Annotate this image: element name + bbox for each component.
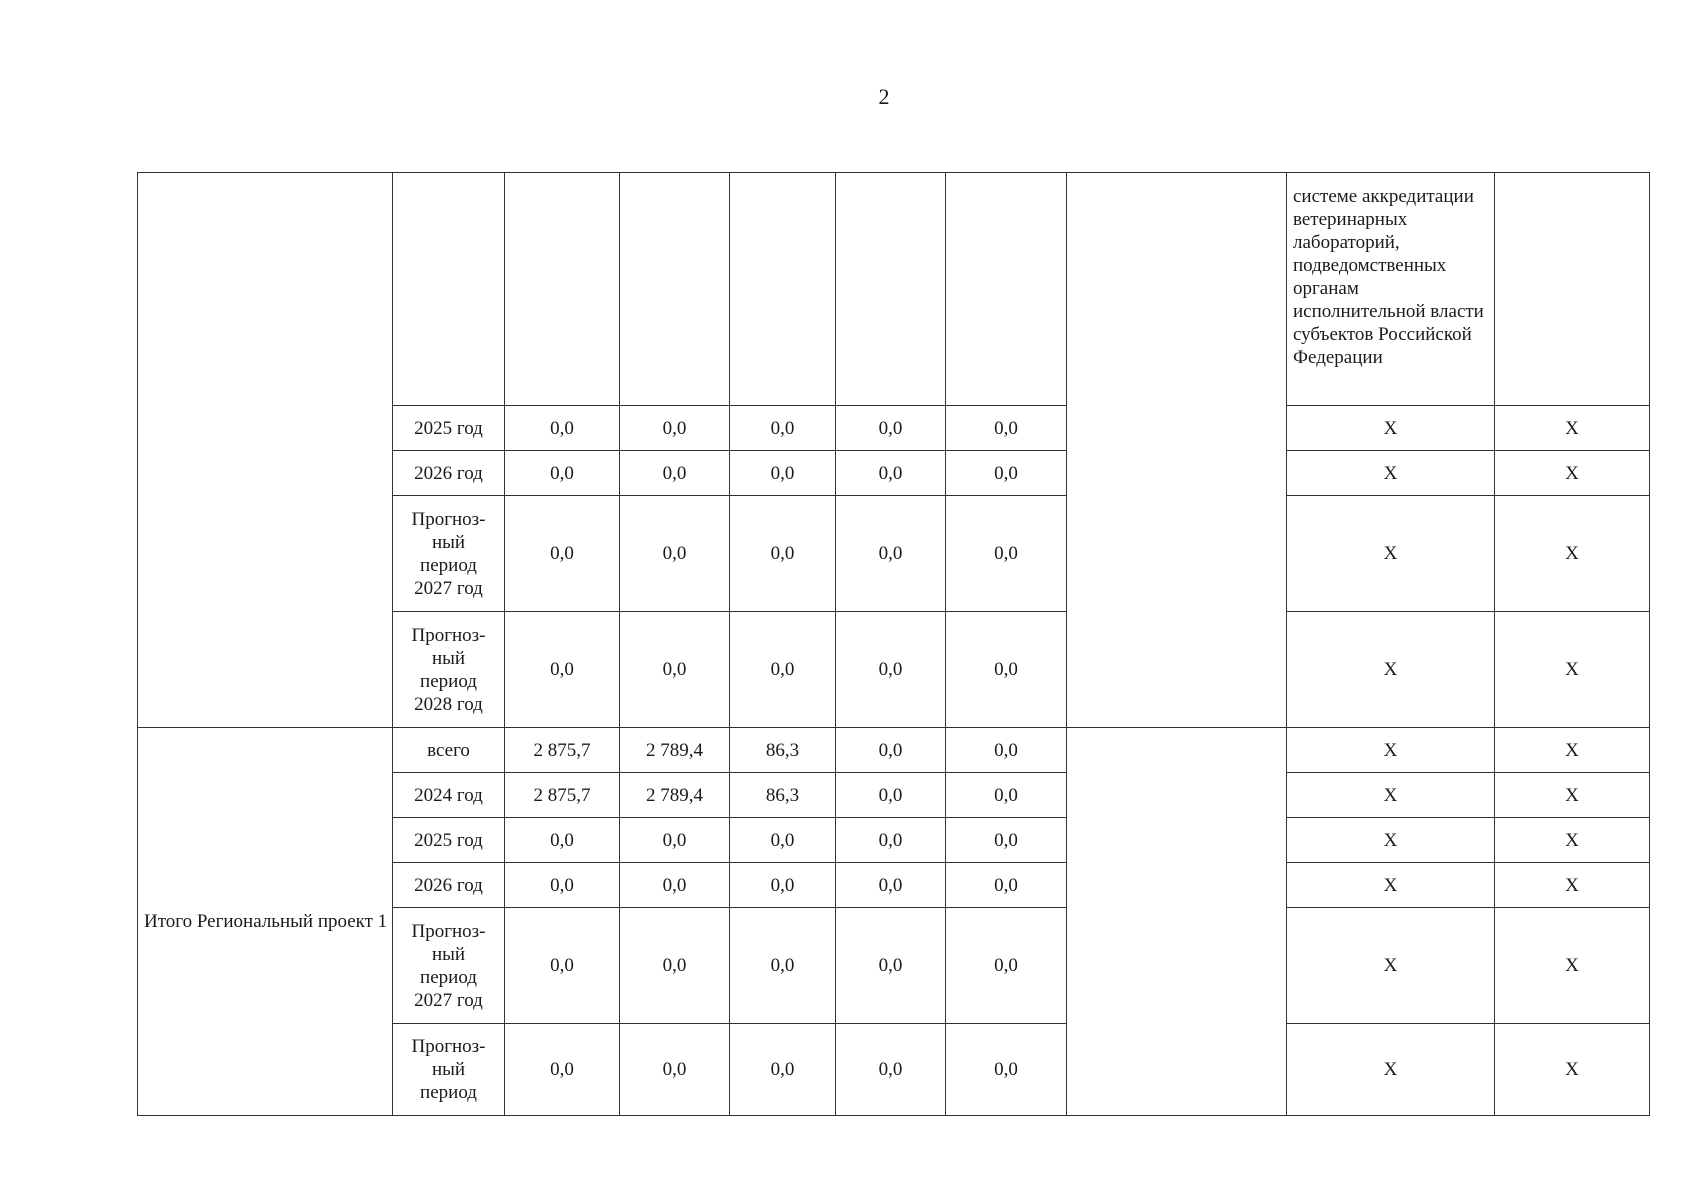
empty-cell: [1067, 173, 1287, 728]
value-cell: 0,0: [946, 496, 1067, 612]
value-cell: 0,0: [836, 863, 946, 908]
empty-cell: [836, 173, 946, 406]
value-cell: 0,0: [730, 818, 836, 863]
value-cell: 0,0: [730, 496, 836, 612]
budget-table-container: [137, 172, 1649, 1116]
x-mark-cell: Х: [1495, 1024, 1650, 1116]
value-cell: 0,0: [946, 818, 1067, 863]
table-row: [138, 728, 1650, 773]
value-cell: 86,3: [730, 728, 836, 773]
value-cell: 0,0: [505, 818, 620, 863]
value-cell: 0,0: [946, 773, 1067, 818]
empty-cell: [1495, 173, 1650, 406]
x-mark-cell: Х: [1495, 406, 1650, 451]
page-number: 2: [878, 84, 890, 109]
empty-cell: [620, 173, 730, 406]
value-cell: 0,0: [946, 863, 1067, 908]
value-cell: 0,0: [946, 451, 1067, 496]
period-cell: 2026 год: [393, 863, 505, 908]
value-cell: 0,0: [620, 1024, 730, 1116]
value-cell: 0,0: [946, 728, 1067, 773]
value-cell: 0,0: [620, 612, 730, 728]
value-cell: 0,0: [730, 863, 836, 908]
value-cell: 0,0: [505, 451, 620, 496]
x-mark-cell: Х: [1495, 728, 1650, 773]
value-cell: 86,3: [730, 773, 836, 818]
value-cell: 0,0: [946, 908, 1067, 1024]
result-description: системе аккредитации ветеринарных лабораторий, подведомственных органам исполнительной власти субъектов Российской Федерации: [1287, 173, 1495, 406]
empty-cell: [393, 173, 505, 406]
value-cell: 0,0: [620, 863, 730, 908]
value-cell: 0,0: [836, 1024, 946, 1116]
value-cell: 2 875,7: [505, 728, 620, 773]
x-mark-cell: Х: [1287, 612, 1495, 728]
value-cell: 0,0: [620, 451, 730, 496]
x-mark-cell: Х: [1287, 406, 1495, 451]
value-cell: 0,0: [730, 406, 836, 451]
value-cell: 0,0: [505, 908, 620, 1024]
table-row: [138, 173, 1650, 406]
period-cell: 2025 год: [393, 818, 505, 863]
total-label: Итого Региональный проект 1: [138, 728, 393, 1116]
x-mark-cell: Х: [1495, 863, 1650, 908]
value-cell: 2 789,4: [620, 728, 730, 773]
value-cell: 0,0: [505, 496, 620, 612]
x-mark-cell: Х: [1495, 451, 1650, 496]
x-mark-cell: Х: [1287, 1024, 1495, 1116]
x-mark-cell: Х: [1287, 908, 1495, 1024]
empty-cell: [946, 173, 1067, 406]
x-mark-cell: Х: [1495, 773, 1650, 818]
value-cell: 0,0: [946, 406, 1067, 451]
table-body: [138, 173, 1650, 1116]
value-cell: 0,0: [730, 908, 836, 1024]
x-mark-cell: Х: [1495, 818, 1650, 863]
value-cell: 0,0: [836, 496, 946, 612]
value-cell: 0,0: [620, 818, 730, 863]
value-cell: 0,0: [620, 908, 730, 1024]
value-cell: 0,0: [620, 496, 730, 612]
value-cell: 0,0: [836, 451, 946, 496]
x-mark-cell: Х: [1287, 496, 1495, 612]
value-cell: 0,0: [620, 406, 730, 451]
value-cell: 0,0: [505, 612, 620, 728]
empty-cell: [730, 173, 836, 406]
period-cell: Прогноз- ный период 2027 год: [393, 496, 505, 612]
x-mark-cell: Х: [1287, 773, 1495, 818]
x-mark-cell: Х: [1495, 496, 1650, 612]
value-cell: 0,0: [730, 612, 836, 728]
period-cell: 2024 год: [393, 773, 505, 818]
x-mark-cell: Х: [1495, 908, 1650, 1024]
empty-cell: [138, 173, 393, 728]
value-cell: 0,0: [836, 612, 946, 728]
period-cell: Прогноз- ный период 2028 год: [393, 612, 505, 728]
value-cell: 2 789,4: [620, 773, 730, 818]
empty-cell: [1067, 728, 1287, 1116]
period-cell: Прогноз- ный период 2027 год: [393, 908, 505, 1024]
period-cell: 2026 год: [393, 451, 505, 496]
empty-cell: [505, 173, 620, 406]
value-cell: 0,0: [946, 612, 1067, 728]
value-cell: 0,0: [505, 1024, 620, 1116]
period-cell: Прогноз- ный период: [393, 1024, 505, 1116]
period-cell: 2025 год: [393, 406, 505, 451]
value-cell: 0,0: [836, 818, 946, 863]
value-cell: 0,0: [836, 406, 946, 451]
period-cell: всего: [393, 728, 505, 773]
value-cell: 0,0: [730, 1024, 836, 1116]
value-cell: 0,0: [836, 728, 946, 773]
value-cell: 0,0: [836, 773, 946, 818]
value-cell: 0,0: [946, 1024, 1067, 1116]
budget-table: [137, 172, 1650, 1116]
value-cell: 0,0: [505, 863, 620, 908]
x-mark-cell: Х: [1287, 451, 1495, 496]
value-cell: 0,0: [836, 908, 946, 1024]
x-mark-cell: Х: [1287, 728, 1495, 773]
x-mark-cell: Х: [1495, 612, 1650, 728]
x-mark-cell: Х: [1287, 818, 1495, 863]
value-cell: 2 875,7: [505, 773, 620, 818]
value-cell: 0,0: [730, 451, 836, 496]
x-mark-cell: Х: [1287, 863, 1495, 908]
value-cell: 0,0: [505, 406, 620, 451]
